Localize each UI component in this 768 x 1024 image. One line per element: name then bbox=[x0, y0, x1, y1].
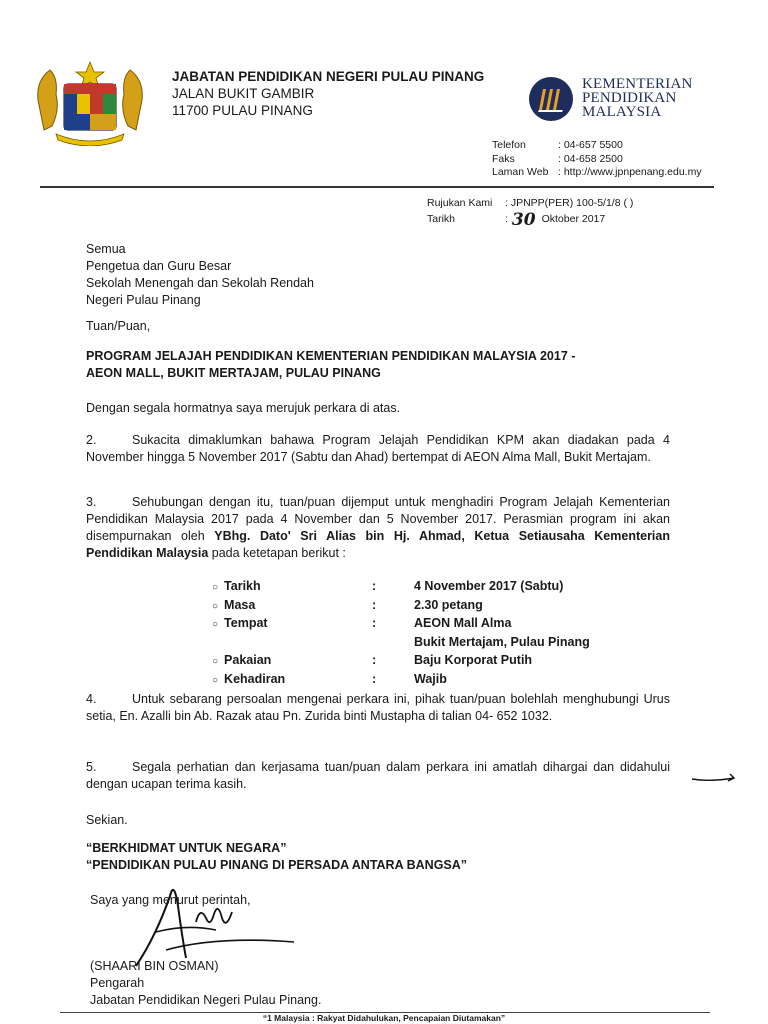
footer-slogan: “1 Malaysia : Rakyat Didahulukan, Pencapaian Diutamakan” bbox=[262, 1013, 506, 1023]
recipient-address: Semua Pengetua dan Guru Besar Sekolah Menengah dan Sekolah Rendah Negeri Pulau Pinang bbox=[86, 242, 314, 307]
closing-phrase: Saya yang menurut perintah, bbox=[90, 893, 251, 907]
handwritten-date: 30 bbox=[511, 209, 536, 230]
address-line: 11700 PULAU PINANG bbox=[172, 103, 313, 118]
website-link[interactable]: : http://www.jpnpenang.edu.my bbox=[558, 166, 702, 178]
closing-word: Sekian. bbox=[86, 813, 128, 827]
signatory-organisation: Jabatan Pendidikan Negeri Pulau Pinang. bbox=[90, 993, 322, 1007]
motto: “BERKHIDMAT UNTUK NEGARA” “PENDIDIKAN PULAU PINANG DI PERSADA ANTARA BANGSA” bbox=[86, 841, 468, 872]
letter-subject: PROGRAM JELAJAH PENDIDIKAN KEMENTERIAN PENDIDIKAN MALAYSIA 2017 - AEON MALL, BUKIT MERTAJAM, PULAU PINANG bbox=[86, 349, 576, 380]
guest-of-honour: YBhg. Dato' Sri Alias bin Hj. Ahmad, Ketua Setiausaha Kementerian Pendidikan Malaysia bbox=[86, 529, 670, 560]
salutation: Tuan/Puan, bbox=[86, 319, 151, 333]
signatory-name: (SHAARI BIN OSMAN) bbox=[90, 959, 219, 973]
paragraph-2: 2. Sukacita dimaklumkan bahawa Program Jelajah Pendidikan KPM akan diadakan pada 4 November hingga 5 November 2017 (Sabtu dan Ahad) bertempat di AEON Alma Mall, Bukit Mertajam. bbox=[86, 433, 670, 464]
detail-row: ○ Kehadiran : Wajib bbox=[212, 671, 590, 690]
detail-row: ○ Tempat : AEON Mall Alma bbox=[212, 615, 590, 634]
paragraph-3: 3. Sehubungan dengan itu, tuan/puan dijemput untuk menghadiri Program Jelajah Kementerian Pendidikan Malaysia 2017 pada 4 November dan 5 November 2017. Perasmian program ini akan disempurnakan oleh YBhg. Dato' Sri Alias bin Hj. Ahmad, Ketua Setiausaha Kementerian Pendidikan Malaysia pada ketetapan berikut : bbox=[86, 495, 670, 560]
detail-row: ○ Pakaian : Baju Korporat Putih bbox=[212, 652, 590, 671]
detail-row: Bukit Mertajam, Pulau Pinang bbox=[414, 634, 590, 649]
event-details bbox=[212, 578, 590, 689]
reference-number: : JPNPP(PER) 100-5/1/8 ( ) bbox=[505, 197, 634, 209]
letterhead-address bbox=[172, 68, 484, 119]
header-divider bbox=[40, 186, 714, 188]
paragraph-4: 4. Untuk sebarang persoalan mengenai perkara ini, pihak tuan/puan bolehlah menghubungi Urus setia, En. Azalli bin Ab. Razak atau Pn. Zurida binti Mustapha di talian 04- 652 1032. bbox=[86, 692, 670, 723]
ministry-logo-icon bbox=[528, 76, 574, 122]
reference-block: Rujukan Kami : JPNPP(PER) 100-5/1/8 ( ) Tarikh : 30 Oktober 2017 bbox=[427, 197, 634, 230]
department-name: JABATAN PENDIDIKAN NEGERI PULAU PINANG bbox=[172, 69, 485, 84]
contact-info: Telefon : 04-657 5500 Faks : 04-658 2500 Laman Web : http://www.jpnpenang.edu.my bbox=[492, 139, 702, 178]
detail-row: ○ Masa : 2.30 petang bbox=[212, 597, 590, 616]
signatory-title: Pengarah bbox=[90, 976, 145, 990]
paragraph-1: Dengan segala hormatnya saya merujuk perkara di atas. bbox=[86, 401, 401, 415]
paragraph-5: 5. Segala perhatian dan kerjasama tuan/puan dalam perkara ini amatlah dihargai dan didahului dengan ucapan terima kasih. bbox=[86, 760, 670, 791]
address-line: JALAN BUKIT GAMBIR bbox=[172, 86, 315, 101]
coat-of-arms-icon bbox=[34, 60, 146, 146]
ministry-name: KEMENTERIAN PENDIDIKAN MALAYSIA bbox=[582, 76, 693, 120]
detail-row: ○ Tarikh : 4 November 2017 (Sabtu) bbox=[212, 578, 590, 597]
signatory bbox=[90, 958, 321, 1009]
pen-mark-icon bbox=[690, 770, 740, 784]
